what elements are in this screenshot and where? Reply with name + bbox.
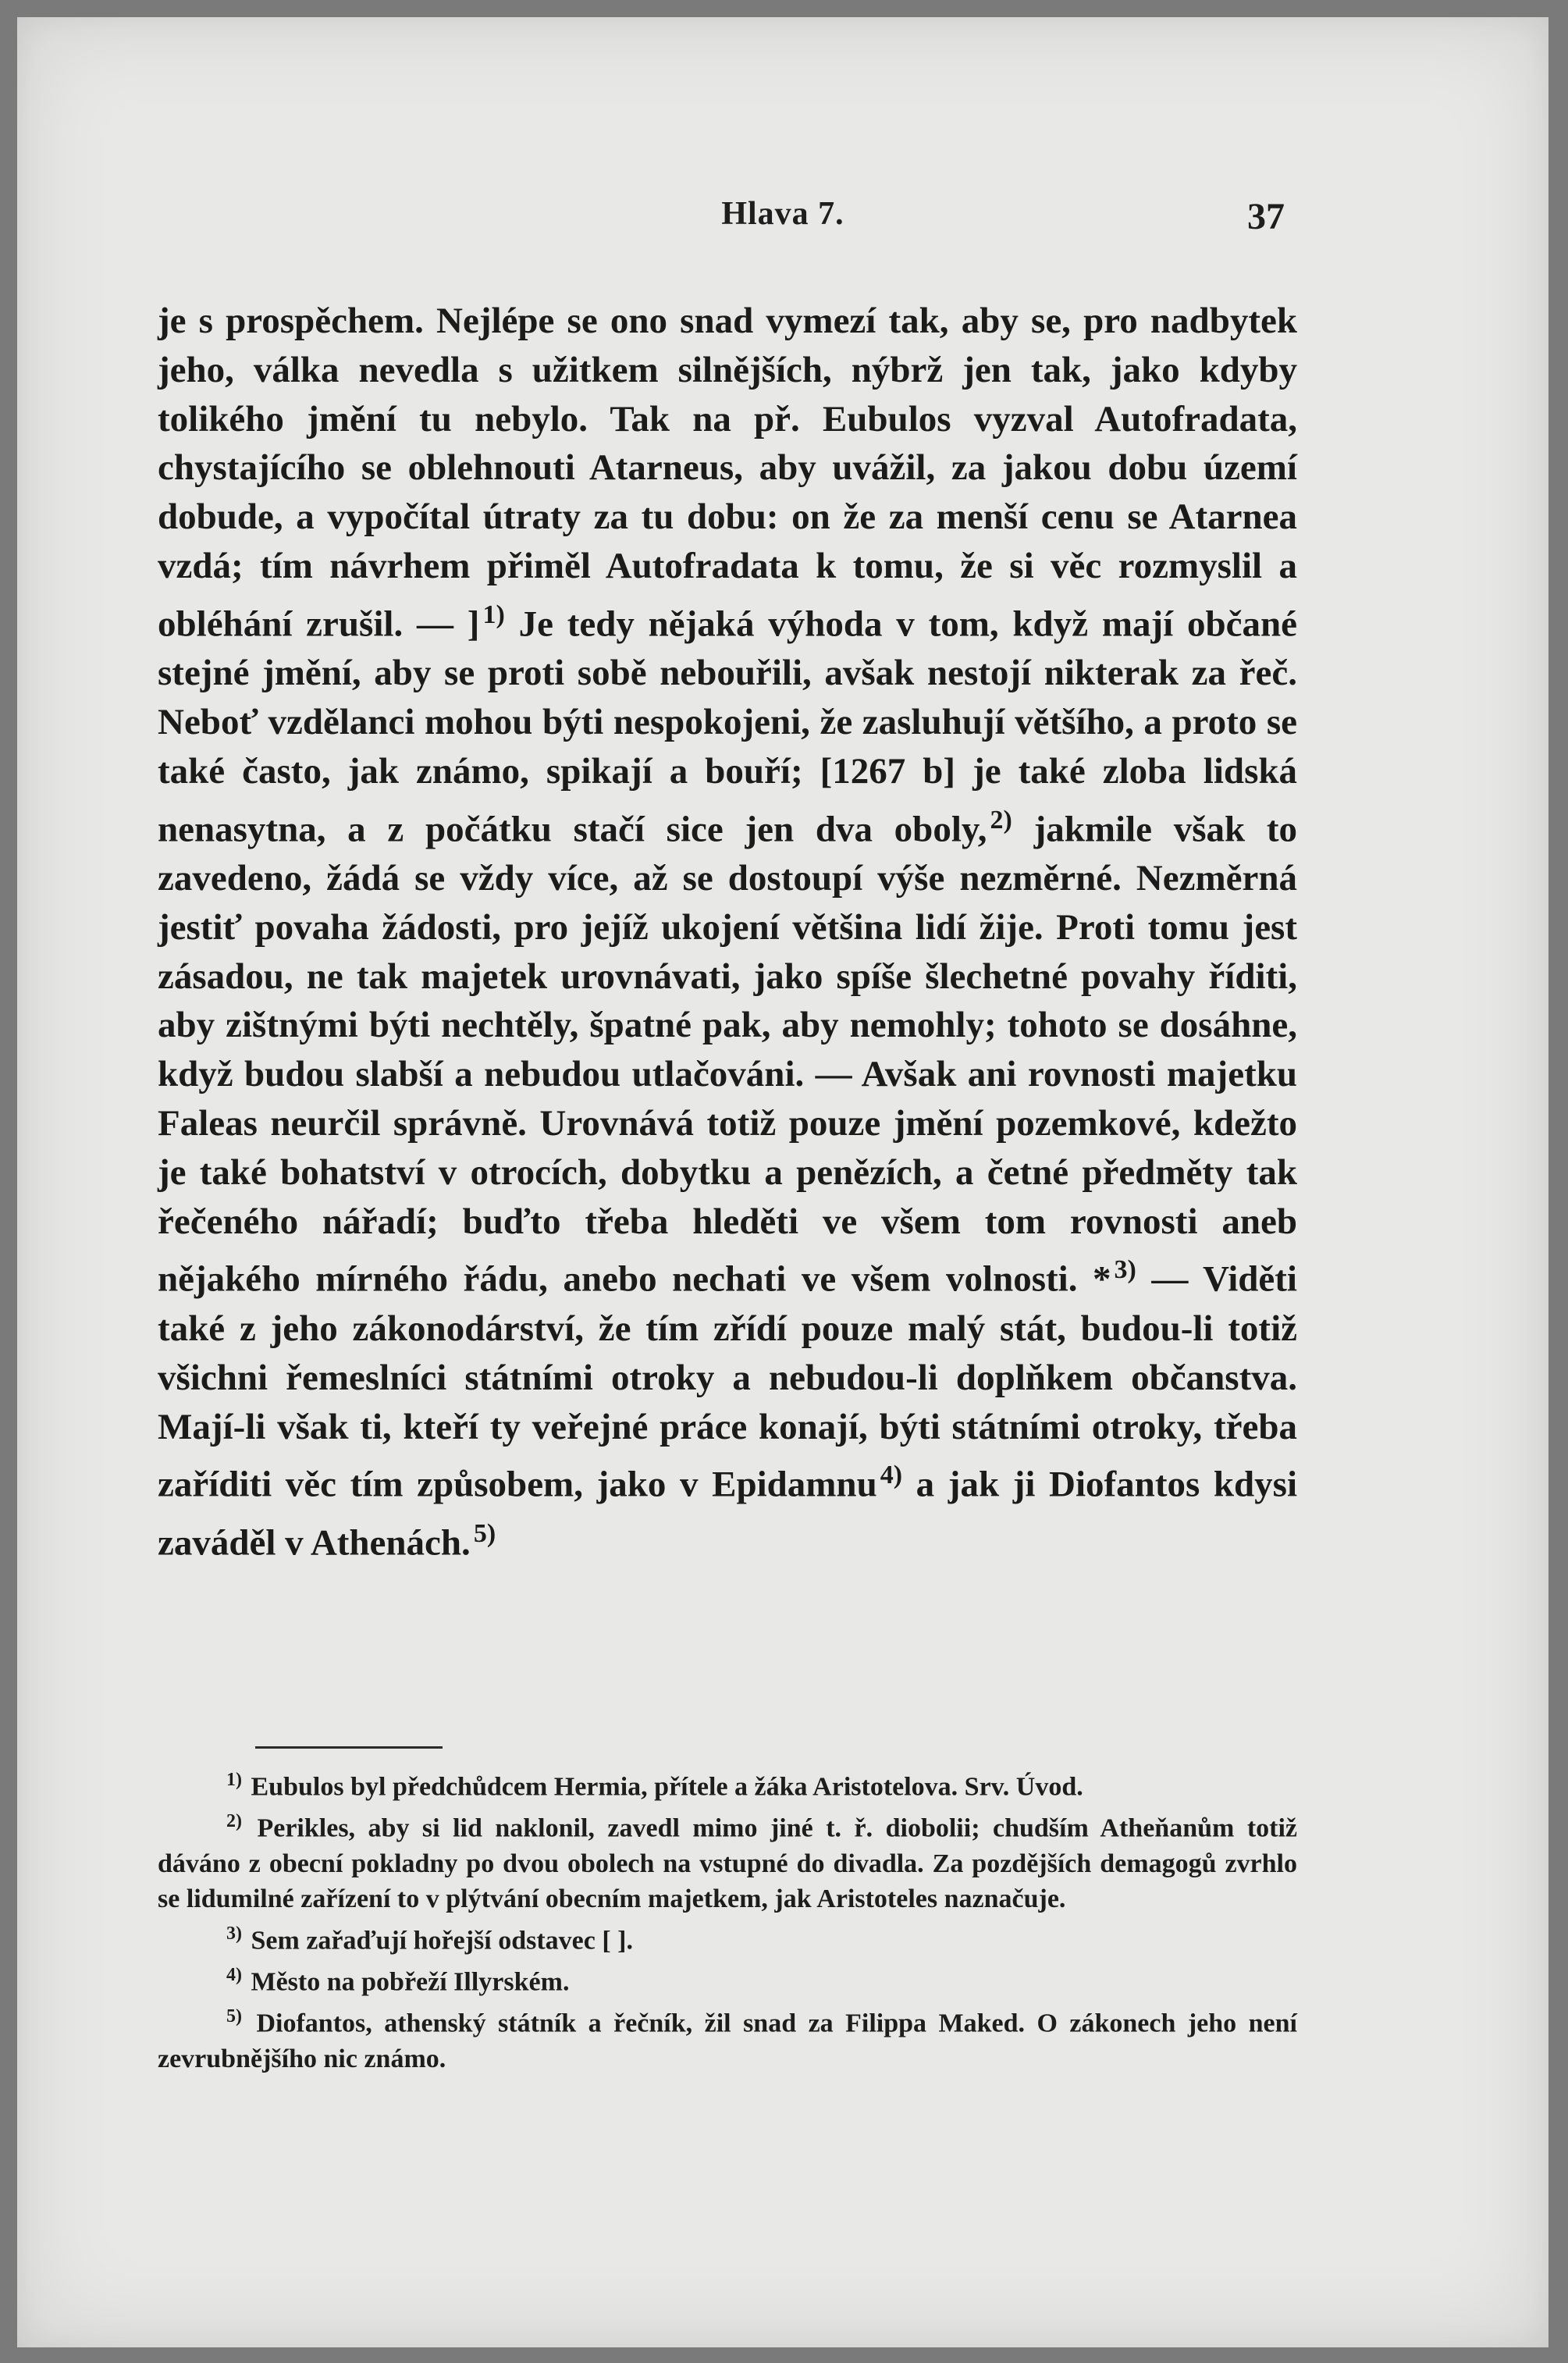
page-header (17, 195, 1548, 242)
footnote-ref-5: 5) (473, 1518, 496, 1548)
footnote-ref-4: 4) (880, 1461, 903, 1490)
footnote-text: Eubulos byl předchůdcem Hermia, přítele a žáka Aristotelova. Srv. Úvod. (251, 1772, 1083, 1802)
footnote-ref-1: 1) (482, 600, 505, 629)
footnote-text: Město na pobřeží Illyrském. (251, 1967, 570, 1997)
text-segment: — Viděti také z jeho zákonodárství, že tím zřídí pouze malý stát, budou-li totiž všichni řemeslníci státními otroky a nebudou-li doplňkem občanstva. Mají-li však ti, kteří ty veřejné práce konají, býti státními otroky, třeba zaříditi věc tím způsobem, jako v Epidamnu (158, 1259, 1297, 1505)
footnote-mark: 2) (226, 1811, 242, 1832)
footnote-ref-3: 3) (1114, 1255, 1136, 1285)
footnote-mark: 1) (226, 1770, 242, 1790)
main-paragraph (158, 297, 1297, 1568)
text-segment: Je tedy nějaká výhoda v tom, když mají občané stejné jmění, aby se proti sobě nebouřili, avšak nestojí nikterak za řeč. Neboť vzdělanci mohou býti nespokojeni, že zasluhují většího, a proto se také často, jak známo, spikají a bouří; [1267 b] je také zloba lidská nenasytna, a z počátku stačí sice jen dva oboly, (158, 603, 1297, 850)
main-text (158, 297, 1297, 1568)
footnote (158, 1999, 1297, 2076)
footnote (158, 1804, 1297, 1916)
footnote (158, 1916, 1297, 1958)
footnote-text: Diofantos, athenský státník a řečník, žil snad za Filippa Maked. O zákonech jeho není zevrubnějšího nic známo. (158, 2009, 1297, 2073)
book-page (17, 17, 1548, 2347)
footnotes (158, 1763, 1297, 2077)
text-segment: jakmile však to zavedeno, žádá se vždy více, až se dostoupí výše nezměrné. Nezměrná jestiť povaha žádosti, pro jejíž ukojení většina lidí žije. Proti tomu jest zásadou, ne tak majetek urovnávati, jako spíše šlechetné povahy říditi, aby zištnými býti nechtěly, špatné pak, aby nemohly; tohoto se dosáhne, když budou slabší a nebudou utlačováni. — Avšak ani rovnosti majetku Faleas neurčil správně. Urovnává totiž pouze jmění pozemkové, kdežto je také bohatství v otrocích, dobytku a penězích, a četné předměty tak řečeného nářadí; buďto třeba hleděti ve všem tom rovnosti aneb nějakého mírného řádu, anebo nechati ve všem volnosti. * (158, 809, 1298, 1301)
footnote-text: Sem zařaďují hořejší odstavec [ ]. (251, 1925, 633, 1955)
footnote (158, 1958, 1297, 1999)
page-number: 37 (1247, 196, 1285, 237)
footnote-mark: 4) (226, 1964, 242, 1985)
footnote-mark: 5) (226, 2006, 242, 2027)
text-segment: je s prospěchem. Nejlépe se ono snad vymezí tak, aby se, pro nadbytek jeho, válka nevedla s užitkem silnějších, nýbrž jen tak, jako kdyby tolikého jmění tu nebylo. Tak na př. Eubulos vyzval Autofradata, chystajícího se oblehnouti Atarneus, aby uvážil, za jakou dobu území dobude, a vypočítal útraty za tu dobu: on že za menší cenu se Atarnea vzdá; tím návrhem přiměl Autofradata k tomu, že si věc rozmyslil a obléhání zrušil. — ] (158, 301, 1297, 645)
footnote-ref-2: 2) (990, 805, 1012, 835)
running-head: Hlava 7. (721, 196, 844, 232)
footnote-divider (255, 1746, 443, 1749)
footnote (158, 1763, 1297, 1804)
footnote-text: Perikles, aby si lid naklonil, zavedl mimo jiné t. ř. diobolii; chudším Atheňanům totiž dáváno z obecní pokladny po dvou obolech na vstupné do divadla. Za pozdějších demagogů zvrhlo se lidumilné zařízení to v plýtvání obecním majetkem, jak Aristoteles naznačuje. (158, 1813, 1297, 1913)
text-segment: a jak ji Diofantos kdysi zaváděl v Athenách. (158, 1464, 1298, 1564)
footnote-mark: 3) (226, 1923, 242, 1944)
